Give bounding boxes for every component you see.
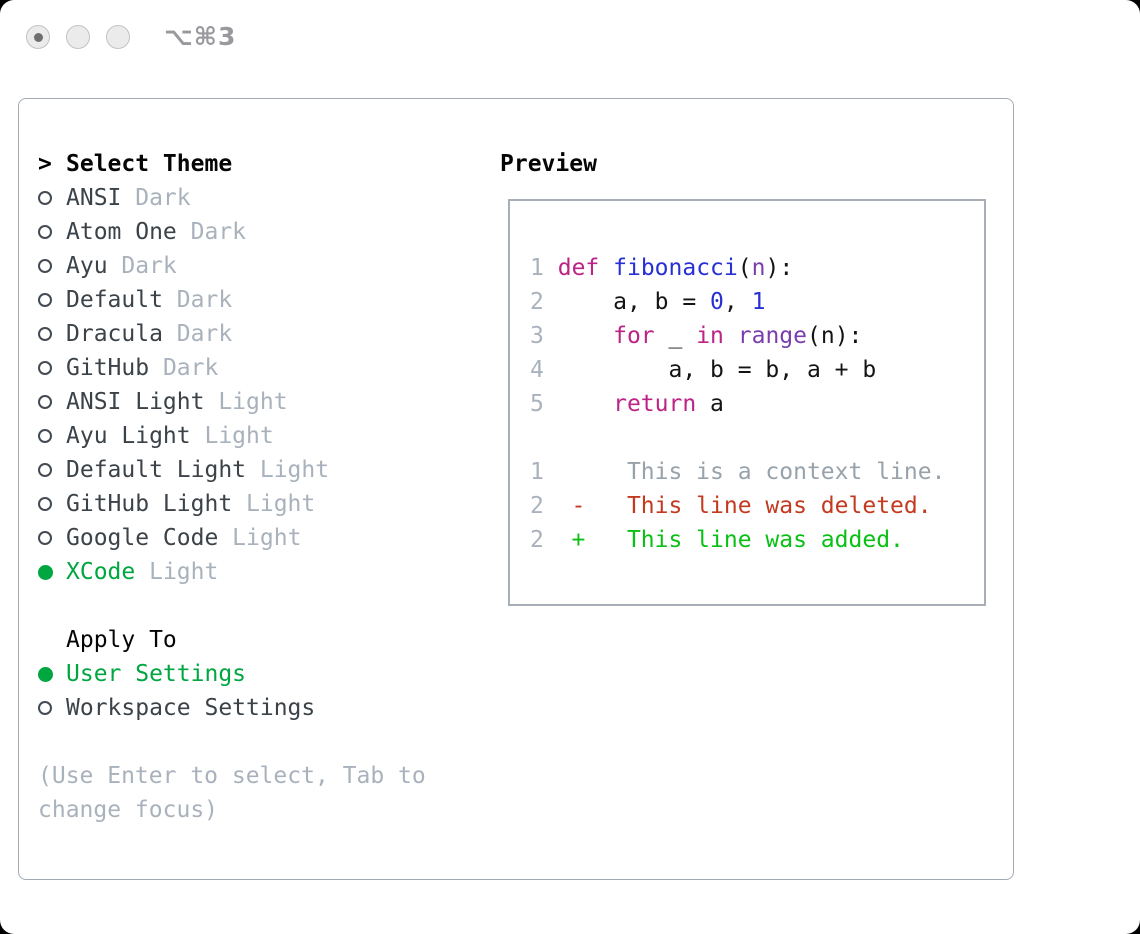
preview-title: Preview (500, 151, 597, 177)
code-token (544, 323, 613, 349)
radio-icon (38, 259, 52, 273)
line-number: 5 (530, 391, 544, 417)
radio-icon (38, 225, 52, 239)
option-label: XCode (66, 559, 136, 585)
code-token: a, b = (543, 289, 711, 315)
apply-to-title: Apply To (66, 627, 177, 653)
code-token: 0 (710, 289, 724, 315)
apply-to-list (38, 657, 426, 725)
code-token: in (696, 323, 724, 349)
select-theme-title-row (38, 147, 426, 181)
option-label: GitHub (66, 355, 150, 381)
option-label: Workspace Settings (66, 695, 316, 721)
code-token: def (557, 255, 600, 281)
apply-to-title-row (38, 623, 426, 657)
line-number: 2 (530, 289, 544, 315)
code-token: _ (654, 323, 697, 349)
code-token (724, 323, 738, 349)
option-variant-label: Light (246, 457, 330, 483)
window-control-active-button[interactable] (26, 25, 50, 49)
theme-option[interactable] (38, 453, 426, 487)
option-variant-label: Dark (121, 185, 191, 211)
theme-option[interactable] (38, 351, 426, 385)
radio-icon (38, 429, 52, 443)
option-variant-label: Light (204, 389, 288, 415)
option-variant-label: Dark (176, 219, 247, 245)
option-label: Dracula (66, 321, 163, 347)
radio-icon (38, 327, 52, 341)
line-number: 2 (530, 493, 544, 519)
theme-option[interactable] (38, 215, 426, 249)
code-token: a, b = b, a + b (543, 357, 877, 383)
option-label: Google Code (66, 525, 219, 551)
apply-to-option[interactable] (38, 657, 426, 691)
line-number: 1 (530, 459, 544, 485)
option-label: User Settings (66, 661, 247, 687)
radio-icon (38, 531, 52, 545)
radio-icon (38, 293, 52, 307)
radio-icon (38, 191, 52, 205)
theme-option[interactable] (38, 419, 426, 453)
code-token: ): (765, 255, 794, 281)
window-control-button-3[interactable] (106, 25, 130, 49)
theme-option[interactable] (38, 283, 426, 317)
option-label: Default (66, 287, 163, 313)
select-theme-title: Select Theme (66, 151, 233, 177)
theme-option[interactable] (38, 249, 426, 283)
theme-option[interactable] (38, 487, 426, 521)
code-token: range (737, 323, 808, 349)
line-number: 2 (530, 527, 544, 553)
radio-icon (38, 395, 52, 409)
apply-to-option[interactable] (38, 691, 426, 725)
theme-option[interactable] (38, 521, 426, 555)
line-number: 3 (530, 323, 544, 349)
code-token: + This line was added. (543, 527, 904, 553)
code-token: This is a context line. (543, 459, 946, 485)
code-token: 1 (751, 289, 766, 315)
preview-box (508, 199, 986, 606)
code-token: a (696, 391, 724, 417)
option-label: ANSI Light (66, 389, 205, 415)
help-text-line1: (Use Enter to select, Tab to (38, 763, 426, 789)
code-token (544, 391, 613, 417)
code-token: return (613, 391, 697, 417)
theme-list-section (38, 147, 426, 827)
radio-icon (38, 497, 52, 511)
focus-caret: > (38, 151, 52, 177)
radio-icon (38, 361, 52, 375)
code-token: n (751, 255, 766, 281)
option-label: Ayu Light (66, 423, 191, 449)
line-number: 1 (530, 255, 544, 281)
code-token: - This line was deleted. (543, 493, 932, 519)
spacer-row (38, 725, 426, 759)
radio-icon (38, 463, 52, 477)
code-preview (510, 201, 984, 557)
dot-icon (34, 33, 43, 42)
theme-option[interactable] (38, 181, 426, 215)
option-variant-label: Light (135, 559, 219, 585)
option-variant-label: Dark (149, 355, 219, 381)
option-variant-label: Dark (162, 321, 233, 347)
option-label: Ayu (66, 253, 108, 279)
option-label: Atom One (66, 219, 177, 245)
code-token: , (723, 289, 752, 315)
help-text-line2: change focus) (38, 797, 219, 823)
option-variant-label: Light (218, 525, 302, 551)
code-token: fibonacci (613, 255, 738, 281)
code-token: for (613, 323, 655, 349)
window-control-button-2[interactable] (66, 25, 90, 49)
option-variant-label: Dark (162, 287, 233, 313)
theme-option[interactable] (38, 385, 426, 419)
spacer-row (38, 589, 426, 623)
option-label: Default Light (66, 457, 247, 483)
code-token: (n): (807, 323, 863, 349)
theme-option[interactable] (38, 317, 426, 351)
code-token: ( (737, 255, 752, 281)
radio-selected-icon (38, 565, 53, 580)
theme-selector-panel (18, 98, 1014, 880)
line-number: 4 (530, 357, 544, 383)
radio-selected-icon (38, 667, 53, 682)
option-label: ANSI (66, 185, 122, 211)
code-token (544, 255, 558, 281)
option-variant-label: Dark (107, 253, 177, 279)
radio-icon (38, 701, 52, 715)
option-variant-label: Light (232, 491, 316, 517)
option-variant-label: Light (190, 423, 274, 449)
option-label: GitHub Light (66, 491, 233, 517)
keyboard-shortcut-label: ⌥⌘3 (164, 22, 237, 51)
theme-list (38, 181, 426, 589)
theme-option[interactable] (38, 555, 426, 589)
code-token (599, 255, 613, 281)
